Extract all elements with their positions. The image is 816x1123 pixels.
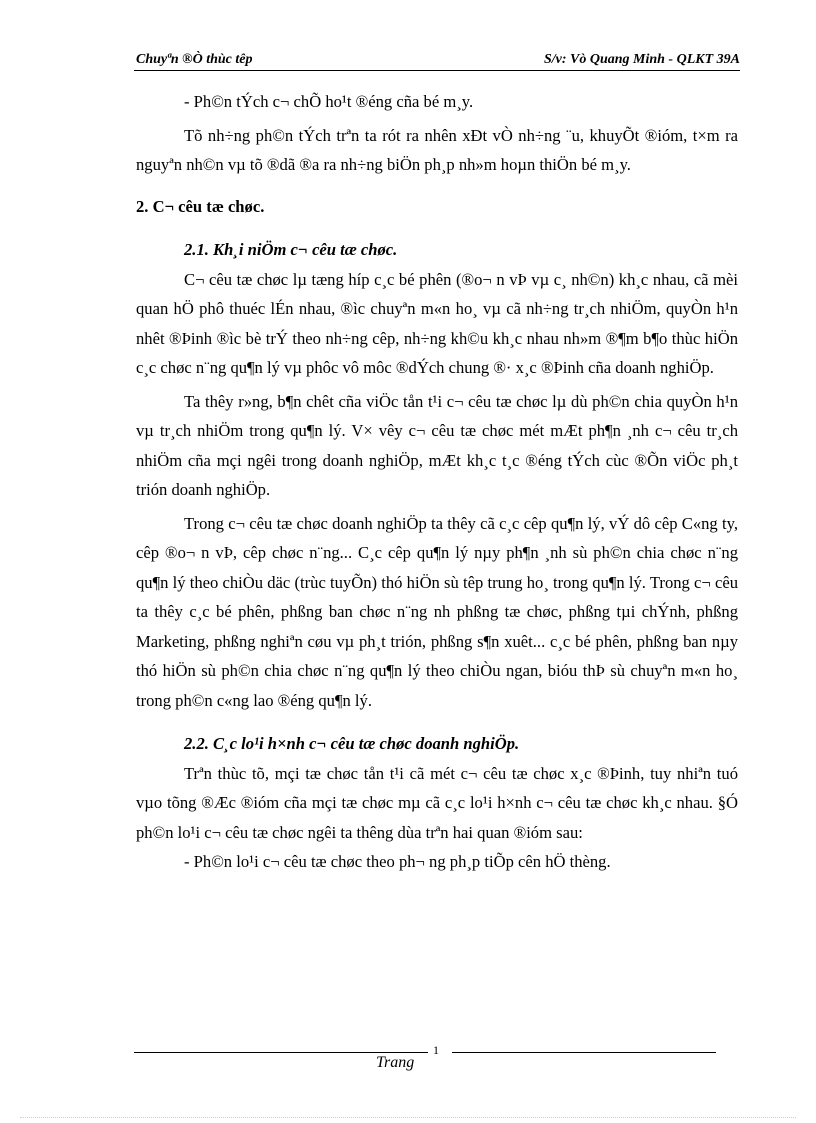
subsection-heading-types: 2.2. C¸c lo¹i h×nh c¬ cêu tæ chøc doanh nghiÖp. [184, 734, 520, 753]
subsection-heading-concept: 2.1. Kh¸i niÖm c¬ cêu tæ chøc. [184, 240, 398, 259]
header-topic: Chuyªn ®Ò thùc têp [136, 52, 253, 67]
footer-rule-left [134, 1052, 428, 1053]
paragraph-definition: C¬ cêu tæ chøc lµ tæng híp c¸c bé phên (®o¬ n vÞ vµ c¸ nh©n) kh¸c nhau, cã mèi quan hÖ phô thuéc lÉn nhau, ®ìc chuyªn m«n ho¸ vµ cã nh÷ng tr¸ch nhiÖm, quyÒn h¹n nhêt ®Þinh ®ìc bè trÝ theo nh÷ng cêp, nh÷ng kh©u kh¸c nhau nh»m ®¶m b¶o thùc hiÖn c¸c chøc n¨ng qu¶n lý vµ phôc vô môc ®dÝch chung ®· x¸c ®Þinh cña doanh nghiÖp. [136, 269, 738, 377]
paragraph-conclusion: Tõ nh÷ng ph©n tÝch trªn ta rót ra nhên xÐt vÒ nh÷ng ¨u, khuyÕt ®ióm, t×m ra nguyªn nh©n vµ tõ ®dã ®a ra nh÷ng biÖn ph¸p nh»m hoµn thiÖn bé m¸y. [136, 125, 738, 174]
paragraph-essence: Ta thêy r»ng, b¶n chêt cña viÖc tån t¹i c¬ cêu tæ chøc lµ dù ph©n chia quyÒn h¹n vµ tr¸ch nhiÖm trong qu¶n lý. V× vêy c¬ cêu tæ chøc mét mÆt ph¶n ¸nh c¬ cêu tr¸ch nhiÖm cña mçi ngêi trong doanh nghiÖp, mÆt kh¸c t¸c ®éng tÝch cùc ®Õn viÖc ph¸t trión doanh nghiÖp. [136, 391, 738, 499]
footer-page-number: 1 [433, 1043, 439, 1057]
section-heading-org-structure: 2. C¬ cêu tæ chøc. [136, 196, 265, 216]
paragraph-system-approach-bullet: - Ph©n lo¹i c¬ cêu tæ chøc theo ph¬ ng ph¸p tiÕp cên hÖ thèng. [184, 852, 611, 871]
page-header [134, 50, 740, 71]
paragraph-classification: Trªn thùc tõ, mçi tæ chøc tån t¹i cã mét c¬ cêu tæ chøc x¸c ®Þinh, tuy nhiªn tuó vµo tõng ®Æc ®ióm cña mçi tæ chøc mµ cã c¸c lo¹i h×nh c¬ cêu tæ chøc kh¸c nhau. §Ó ph©n lo¹i c¬ cêu tæ chøc ngêi ta thêng dùa trªn hai quan ®ióm sau: [136, 763, 738, 842]
footer-rule-right [452, 1052, 716, 1053]
paragraph-management-levels: Trong c¬ cêu tæ chøc doanh nghiÖp ta thêy cã c¸c cêp qu¶n lý, vÝ dô cêp C«ng ty, cêp ®o¬ n vÞ, cêp chøc n¨ng... C¸c cêp qu¶n lý nµy ph¶n ¸nh sù ph©n chia chøc n¨ng qu¶n lý theo chiÒu däc (trùc tuyÕn) thó hiÖn sù têp trung ho¸ trong qu¶n lý. Trong c¬ cêu ta thêy c¸c bé phên, phßng ban chøc n¨ng nh phßng tæ chøc, phßng tµi chÝnh, phßng Marketing, phßng nghiªn cøu vµ ph¸t trión, phßng s¶n xuêt... c¸c bé phên, phßng ban nµy thó hiÖn sù ph©n chia chøc n¨ng qu¶n lý theo chiÒu ngan, bióu thÞ sù chuyªn m«n ho¸ trong ph©n c«ng lao ®éng qu¶n lý. [136, 513, 738, 710]
footer-page-label: Trang [376, 1054, 415, 1071]
paragraph-analysis-bullet: - Ph©n tÝch c¬ chÕ ho¹t ®éng cña bé m¸y. [184, 92, 474, 111]
document-body [136, 87, 738, 877]
page-bottom-divider [20, 1117, 796, 1118]
header-author: S/v: Vò Quang Minh - QLKT 39A [543, 52, 740, 67]
